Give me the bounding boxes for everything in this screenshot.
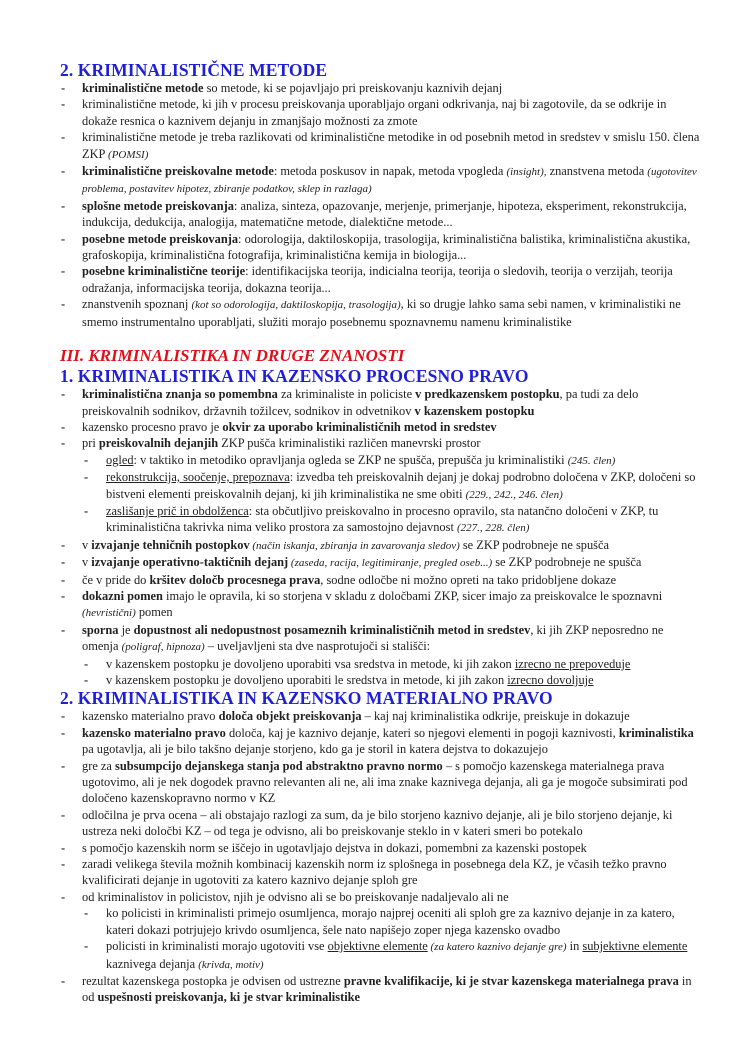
- list-item: - rezultat kazenskega postopka je odvisen od ustrezne pravne kvalifikacije, ki je stvar kazenskega materialnega prava in od uspešnosti preiskovanja, ki je stvar kriminalistike: [60, 973, 700, 1006]
- sub-list-item: - policisti in kriminalisti morajo ugotoviti vse objektivne elemente (za katero kaznivo dejanje gre) in subjektivne elemente kaznivega dejanja (krivda, motiv): [82, 938, 700, 973]
- list-item: - dokazni pomen imajo le opravila, ki so storjena v skladu z določbami ZKP, sicer imajo za preiskovalce le spoznavni (hevristični) pomen: [60, 588, 700, 622]
- sub-list-item: - ogled: v taktiko in metodiko opravljanja ogleda se ZKP ne spušča, prepušča ju kriminalistiki (245. člen): [82, 452, 700, 469]
- section-heading-procesno-pravo: 1. KRIMINALISTIKA IN KAZENSKO PROCESNO PRAVO: [60, 366, 529, 387]
- methods-list: [60, 80, 700, 330]
- list-item: - kriminalistične metode, ki jih v procesu preiskovanja uporabljajo organi odkrivanja, naj bi zagotovile, da se odkrije in dokaže resnica o kaznivem dejanju in zmanjšajo možnosti za zmote: [60, 96, 700, 129]
- list-item: - odločilna je prva ocena – ali obstajajo razlogi za sum, da je bilo storjeno kaznivo dejanje, ali je bilo storjeno dejanje, ki ustreza neki določbi KZ – od tega je odvisno, ali bo preiskovanje steklo in v kateri smeri bo potekalo: [60, 807, 700, 840]
- sub-list: [82, 905, 700, 973]
- sub-list-item: - ko policisti in kriminalisti primejo osumljenca, morajo najprej oceniti ali sploh gre za kaznivo dejanje in za katero, kateri dokazi potrjujejo krivdo osumljenca, šele nato napišejo zoper njega kazensko ovadbo: [82, 905, 700, 938]
- sub-list: [82, 656, 700, 689]
- materialno-pravo-list: [60, 708, 700, 1005]
- procesno-pravo-list: [60, 386, 700, 688]
- list-item: - kazensko materialno pravo določa, kaj je kaznivo dejanje, kateri so njegovi elementi in pogoji kaznivosti, kriminalistika pa ugotavlja, ali je bilo takšno dejanje storjeno, kdo ga je storil in katera dejstva to dokazujejo: [60, 725, 700, 758]
- sub-list-item: - rekonstrukcija, soočenje, prepoznava: izvedba teh preiskovalnih dejanj je dokaj podrobno določena v ZKP, določeni so bistveni elementi preiskovalnih dejanj, ki jih kriminalistika ne sme obiti (229., 242., 246. člen): [82, 469, 700, 503]
- list-item: - posebne metode preiskovanja: odorologija, daktiloskopija, trasologija, kriminalistična balistika, kriminalistična akustika, grafoskopija, kriminalistična fotografija, kriminalistična kemija in biologija...: [60, 231, 700, 264]
- list-item: - če v pride do kršitev določb procesnega prava, sodne odločbe ni možno opreti na tako pridobljene dokaze: [60, 572, 700, 588]
- list-item: - zaradi velikega števila možnih kombinacij kazenskih norm iz splošnega in posebnega dela KZ, je včasih težko pravno kvalificirati dejanje in ugotoviti za katero kaznivo dejanje sploh gre: [60, 856, 700, 889]
- list-item: - kriminalistične metode je treba razlikovati od kriminalistične metodike in od posebnih metod in sredstev v smislu 150. člena ZKP (POMSI): [60, 129, 700, 163]
- sub-list-item: - v kazenskem postopku je dovoljeno uporabiti le sredstva in metode, ki jih zakon izrecno dovoljuje: [82, 672, 700, 688]
- sub-list-item: - v kazenskem postopku je dovoljeno uporabiti vsa sredstva in metode, ki jih zakon izrecno ne prepoveduje: [82, 656, 700, 672]
- sub-list-item: - zaslišanje prič in obdolženca: sta občutljivo preiskovalno in procesno opravilo, sta natančno določeni v ZKP, tu kriminalistična takrivka nima veliko prostora za samostojno dejavnost (227., 228. člen): [82, 503, 700, 537]
- section-heading-materialno-pravo: 2. KRIMINALISTIKA IN KAZENSKO MATERIALNO PRAVO: [60, 688, 553, 709]
- list-item: - od kriminalistov in policistov, njih je odvisno ali se bo preiskovanje nadaljevalo ali ne - ko policisti in kriminalisti primejo osumljenca, morajo najprej oceniti ali sploh gre za kaznivo dejanje in za katero, kateri dokazi potrjujejo krivdo osumljenca, šele nato napišejo zoper njega kazensko ovadbo - policisti in kriminalisti morajo ugotoviti vse objektivne elemente (za katero kaznivo dejanje gre) in subjektivne elemente kaznivega dejanja (krivda, motiv): [60, 889, 700, 973]
- list-item: - znanstvenih spoznanj (kot so odorologija, daktiloskopija, trasologija), ki so drugje lahko sama sebi namen, v kriminalistiki ne smemo instrumentalno uporabljati, služiti morajo posebnemu spoznavnemu namenu kriminalistike: [60, 296, 700, 330]
- section-heading-kriminalisticne-metode: 2. KRIMINALISTIČNE METODE: [60, 60, 328, 80]
- list-item: - posebne kriminalistične teorije: identifikacijska teorija, indicialna teorija, teorija o sledovih, teorija o verzijah, teorija odražanja, informacijska teorija, dokazna teorija...: [60, 263, 700, 296]
- list-item: - kriminalistične metode so metode, ki se pojavljajo pri preiskovanju kaznivih dejanj: [60, 80, 700, 96]
- list-item: - splošne metode preiskovanja: analiza, sinteza, opazovanje, merjenje, primerjanje, hipoteza, eksperiment, rekonstrukcija, indukcija, dedukcija, analogija, matematične metode, dialektične metode...: [60, 198, 700, 231]
- chapter-heading: III. KRIMINALISTIKA IN DRUGE ZNANOSTI: [60, 346, 405, 366]
- list-item: - v izvajanje tehničnih postopkov (način iskanja, zbiranja in zavarovanja sledov) se ZKP podrobneje ne spušča: [60, 537, 700, 554]
- list-item: - pri preiskovalnih dejanjih ZKP pušča kriminalistiki različen manevrski prostor - ogled: v taktiko in metodiko opravljanja ogleda se ZKP ne spušča, prepušča ju kriminalistiki (245. člen) - rekonstrukcija, soočenje, prepoznava: izvedba teh preiskovalnih dejanj je dokaj podrobno določena v ZKP, določeni so bistveni elementi preiskovalnih dejanj, ki jih kriminalistika ne sme obiti (229., 242., 246. člen) - zaslišanje prič in obdolženca: sta občutljivo preiskovalno in procesno opravilo, sta natančno določeni v ZKP, tu kriminalistična takrivka nima veliko prostora za samostojno dejavnost (227., 228. člen): [60, 435, 700, 536]
- list-item: - kazensko materialno pravo določa objekt preiskovanja – kaj naj kriminalistika odkrije, preiskuje in dokazuje: [60, 708, 700, 724]
- list-item: - kriminalistične preiskovalne metode: metoda poskusov in napak, metoda vpogleda (insight), znanstvena metoda (ugotovitev problema, postavitev hipotez, zbiranje podatkov, sklep in razlaga): [60, 163, 700, 198]
- list-item: - s pomočjo kazenskih norm se iščejo in ugotavljajo dejstva in dokazi, pomembni za kazenski postopek: [60, 840, 700, 856]
- list-item: - gre za subsumpcijo dejanskega stanja pod abstraktno pravno normo – s pomočjo kazenskega materialnega prava ugotovimo, ali je nek dogodek pravno relevanten ali ne, ali ima znake kaznivega dejanja, ali ga je mogoče subsimirati pod določeno kazenskopravno normo v KZ: [60, 758, 700, 807]
- sub-list: [82, 452, 700, 537]
- list-item: - kazensko procesno pravo je okvir za uporabo kriminalističnih metod in sredstev: [60, 419, 700, 435]
- document-page: [60, 60, 700, 1006]
- list-item: - kriminalistična znanja so pomembna za kriminaliste in policiste v predkazenskem postopku, pa tudi za delo preiskovalnih sodnikov, državnih tožilcev, sodnikov in odvetnikov v kazenskem postopku: [60, 386, 700, 419]
- list-item: - sporna je dopustnost ali nedopustnost posameznih kriminalističnih metod in sredstev, ki jih ZKP neposredno ne omenja (poligraf, hipnoza) – uveljavljeni sta dve nasprotujoči si stališči: - v kazenskem postopku je dovoljeno uporabiti vsa sredstva in metode, ki jih zakon izrecno ne prepoveduje - v kazenskem postopku je dovoljeno uporabiti le sredstva in metode, ki jih zakon izrecno dovoljuje: [60, 622, 700, 689]
- list-item: - v izvajanje operativno-taktičnih dejanj (zaseda, racija, legitimiranje, pregled oseb...) se ZKP podrobneje ne spušča: [60, 554, 700, 571]
